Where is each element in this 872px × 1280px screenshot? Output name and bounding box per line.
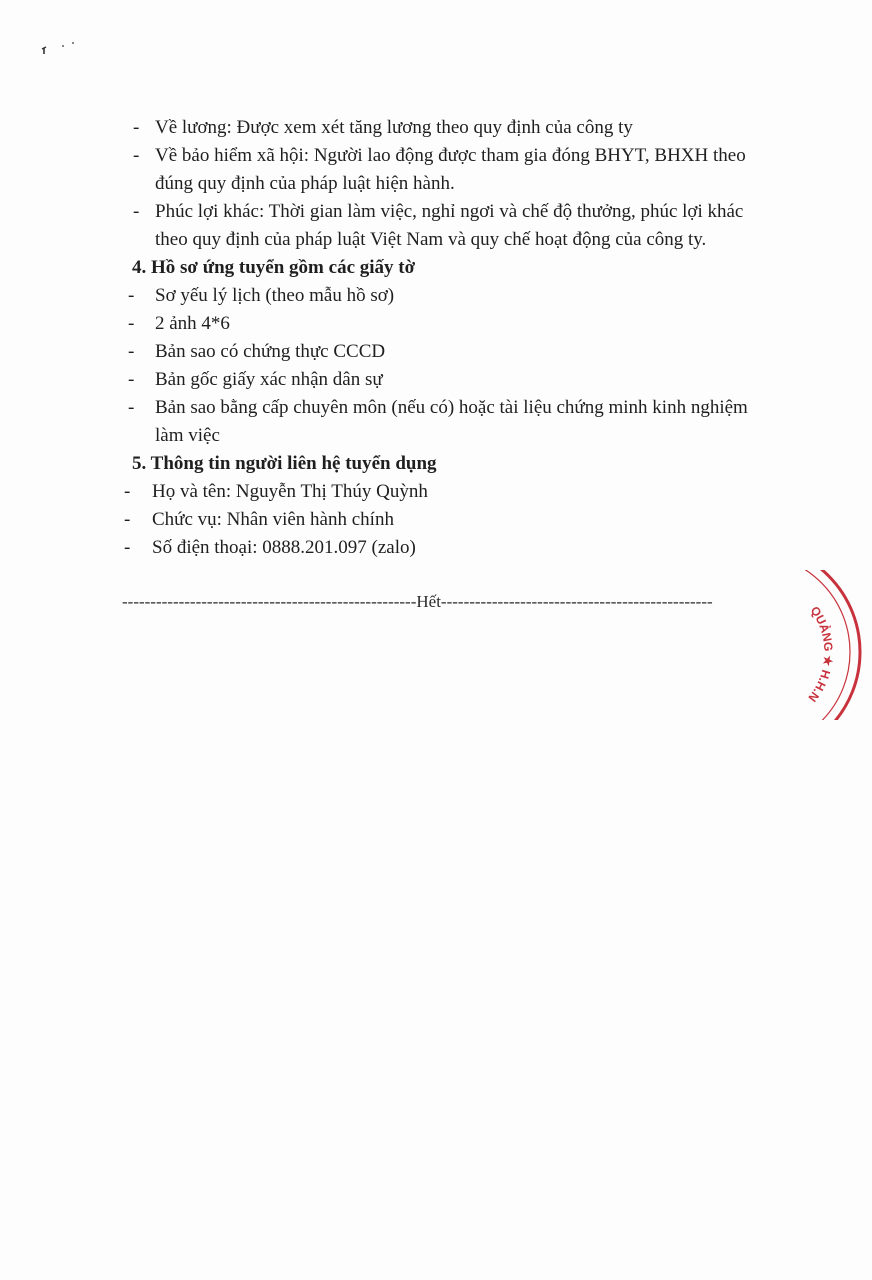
document-body (0, 114, 872, 562)
list-item-continuation (0, 422, 872, 450)
list-item (0, 478, 872, 506)
list-item (0, 310, 872, 338)
end-divider: ----------------------------------------------------Hết------------------------------------------------ (122, 592, 713, 611)
item-text: Về lương: Được xem xét tăng lương theo quy định của công ty (155, 117, 633, 138)
bullet-dash: - (124, 537, 131, 558)
item-text: Về bảo hiểm xã hội: Người lao động được tham gia đóng BHYT, BHXH theo (155, 145, 746, 166)
list-item (0, 366, 872, 394)
bullet-dash: - (133, 117, 140, 138)
contact-list (0, 478, 872, 562)
item-text: Bản sao có chứng thực CCCD (155, 341, 386, 362)
list-item (0, 506, 872, 534)
bullet-dash: - (133, 145, 140, 166)
bullet-dash: - (133, 201, 140, 222)
item-text: theo quy định của pháp luật Việt Nam và quy chế hoạt động của công ty. (155, 229, 707, 250)
item-text: Bản gốc giấy xác nhận dân sự (155, 369, 383, 390)
bullet-dash: - (128, 313, 135, 334)
list-item (0, 338, 872, 366)
bullet-dash: - (124, 481, 131, 502)
item-text: Phúc lợi khác: Thời gian làm việc, nghỉ ngơi và chế độ thưởng, phúc lợi khác (155, 201, 744, 222)
section-heading-application-documents (0, 254, 872, 282)
list-item-continuation (0, 170, 872, 198)
svg-text:QUẢNG ★ H.H.N.: QUẢNG ★ H.H.N (805, 603, 836, 705)
company-seal-stamp (792, 570, 872, 720)
item-text: Bản sao bằng cấp chuyên môn (nếu có) hoặc tài liệu chứng minh kinh nghiệm (155, 397, 748, 418)
list-item (0, 394, 872, 422)
heading-text: 5. Thông tin người liên hệ tuyển dụng (132, 453, 437, 474)
list-item (0, 282, 872, 310)
bullet-dash: - (128, 369, 135, 390)
item-text: 2 ảnh 4*6 (155, 313, 230, 334)
contact-phone: Số điện thoại: 0888.201.097 (zalo) (152, 537, 416, 558)
bullet-dash: - (128, 341, 135, 362)
list-item (0, 114, 872, 142)
list-item (0, 534, 872, 562)
bullet-dash: - (128, 397, 135, 418)
heading-text: 4. Hồ sơ ứng tuyển gồm các giấy tờ (132, 257, 416, 278)
item-text: Sơ yếu lý lịch (theo mẫu hồ sơ) (155, 285, 395, 306)
contact-name: Họ và tên: Nguyễn Thị Thúy Quỳnh (152, 481, 428, 502)
documents-list (0, 282, 872, 450)
item-text: làm việc (155, 425, 220, 446)
scan-artifact-mark (40, 40, 80, 60)
contact-position: Chức vụ: Nhân viên hành chính (152, 509, 394, 530)
list-item (0, 142, 872, 170)
bullet-dash: - (124, 509, 131, 530)
item-text: đúng quy định của pháp luật hiện hành. (155, 173, 455, 194)
benefits-list (0, 114, 872, 254)
list-item-continuation (0, 226, 872, 254)
section-heading-recruitment-contact (0, 450, 872, 478)
bullet-dash: - (128, 285, 135, 306)
list-item (0, 198, 872, 226)
